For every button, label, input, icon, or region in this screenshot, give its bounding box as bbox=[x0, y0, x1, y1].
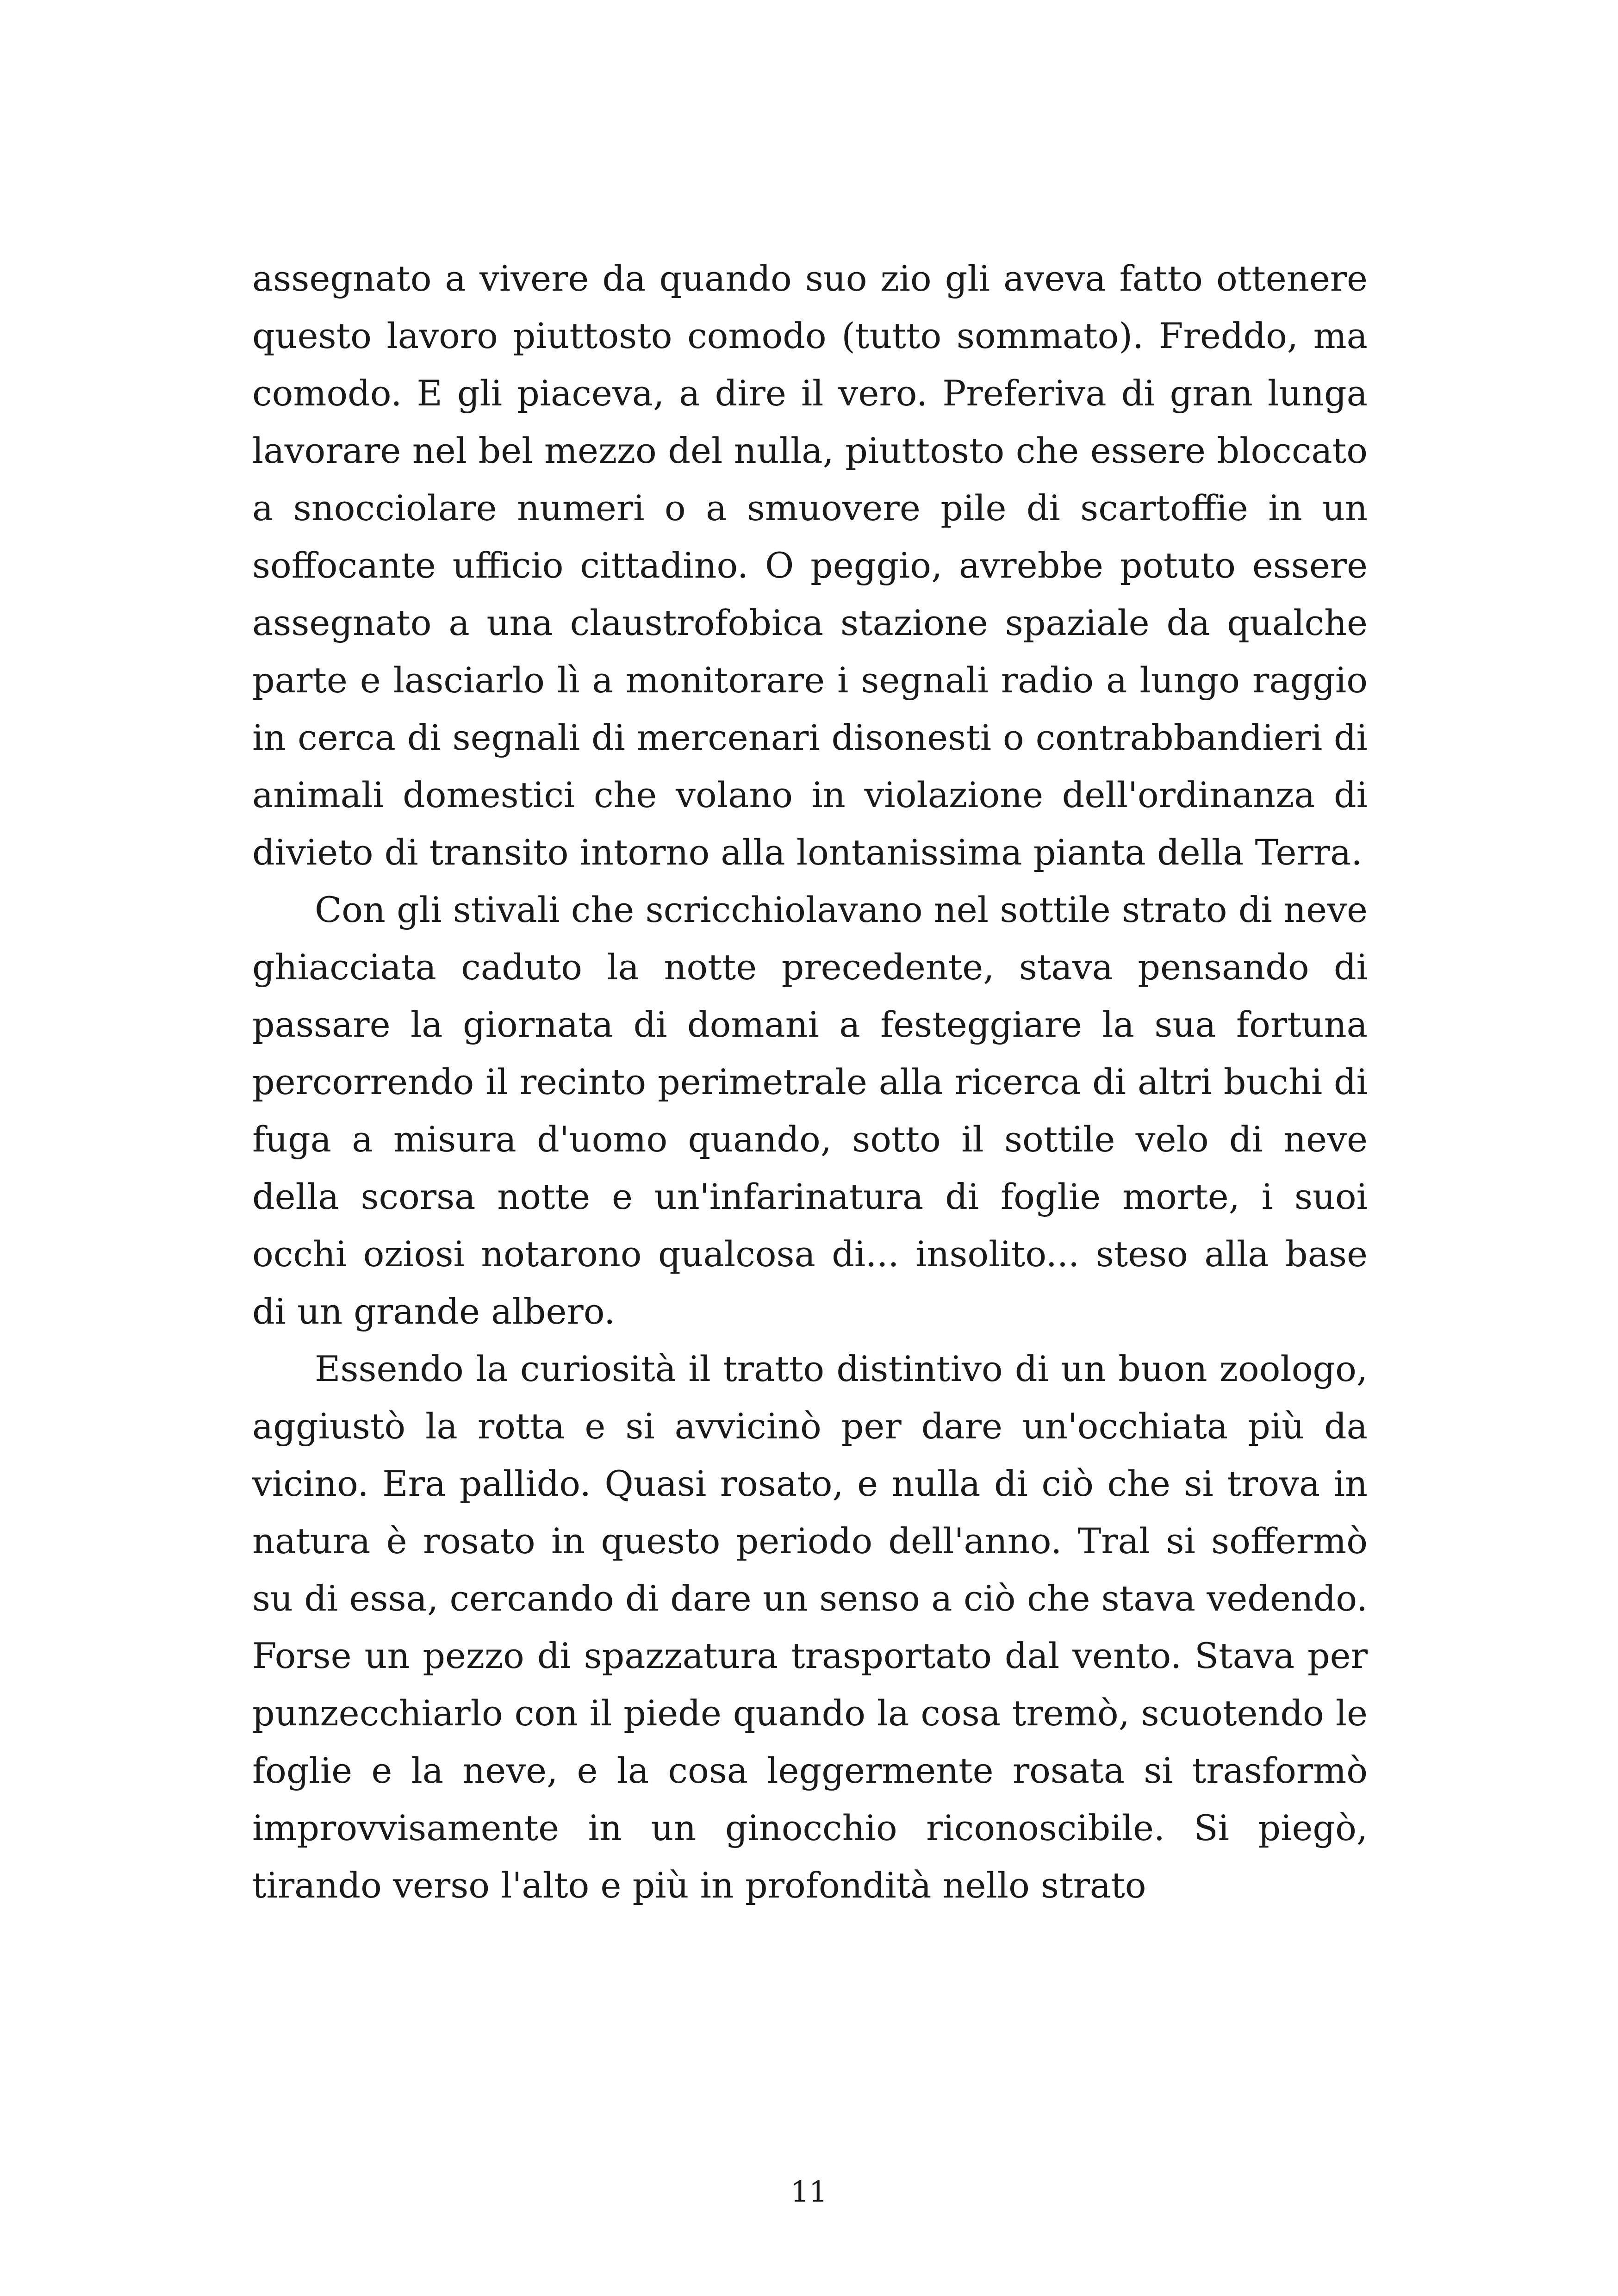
paragraph-3: Essendo la curiosità il tratto distintivo di un buon zoologo, aggiustò la rotta e si avvicinò per dare un'occhiata più da vicino. Era pallido. Quasi rosato, e nulla di ciò che si trova in natura è rosato in questo periodo dell'anno. Tral si soffermò su di essa, cercando di dare un senso a ciò che stava vedendo. Forse un pezzo di spazzatura trasportato dal vento. Stava per punzecchiarlo con il piede quando la cosa tremò, scuotendo le foglie e la neve, e la cosa leggermente rosata si trasformò improvvisamente in un ginocchio riconoscibile. Si piegò, tirando verso l'alto e più in profondità nello strato bbox=[252, 1348, 1368, 1906]
paragraph-2: Con gli stivali che scricchiolavano nel sottile strato di neve ghiacciata caduto la notte precedente, stava pensando di passare la giornata di domani a festeggiare la sua fortuna percorrendo il recinto perimetrale alla ricerca di altri buchi di fuga a misura d'uomo quando, sotto il sottile velo di neve della scorsa notte e un'infarinatura di foglie morte, i suoi occhi oziosi notarono qualcosa di... insolito... steso alla base di un grande albero. bbox=[252, 889, 1368, 1332]
page-number: 11 bbox=[790, 2175, 828, 2209]
paragraph-1: assegnato a vivere da quando suo zio gli aveva fatto ottenere questo lavoro piuttosto comodo (tutto sommato). Freddo, ma comodo. E gli piaceva, a dire il vero. Preferiva di gran lunga lavorare nel bel mezzo del nulla, piuttosto che essere bloccato a snocciolare numeri o a smuovere pile di scartoffie in un soffocante ufficio cittadino. O peggio, avrebbe potuto essere assegnato a una claustrofobica stazione spaziale da qualche parte e lasciarlo lì a monitorare i segnali radio a lungo raggio in cerca di segnali di mercenari disonesti o contrabbandieri di animali domestici che volano in violazione dell'ordinanza di divieto di transito intorno alla lontanissima pianta della Terra. bbox=[252, 258, 1368, 873]
body-text bbox=[252, 250, 1368, 1914]
